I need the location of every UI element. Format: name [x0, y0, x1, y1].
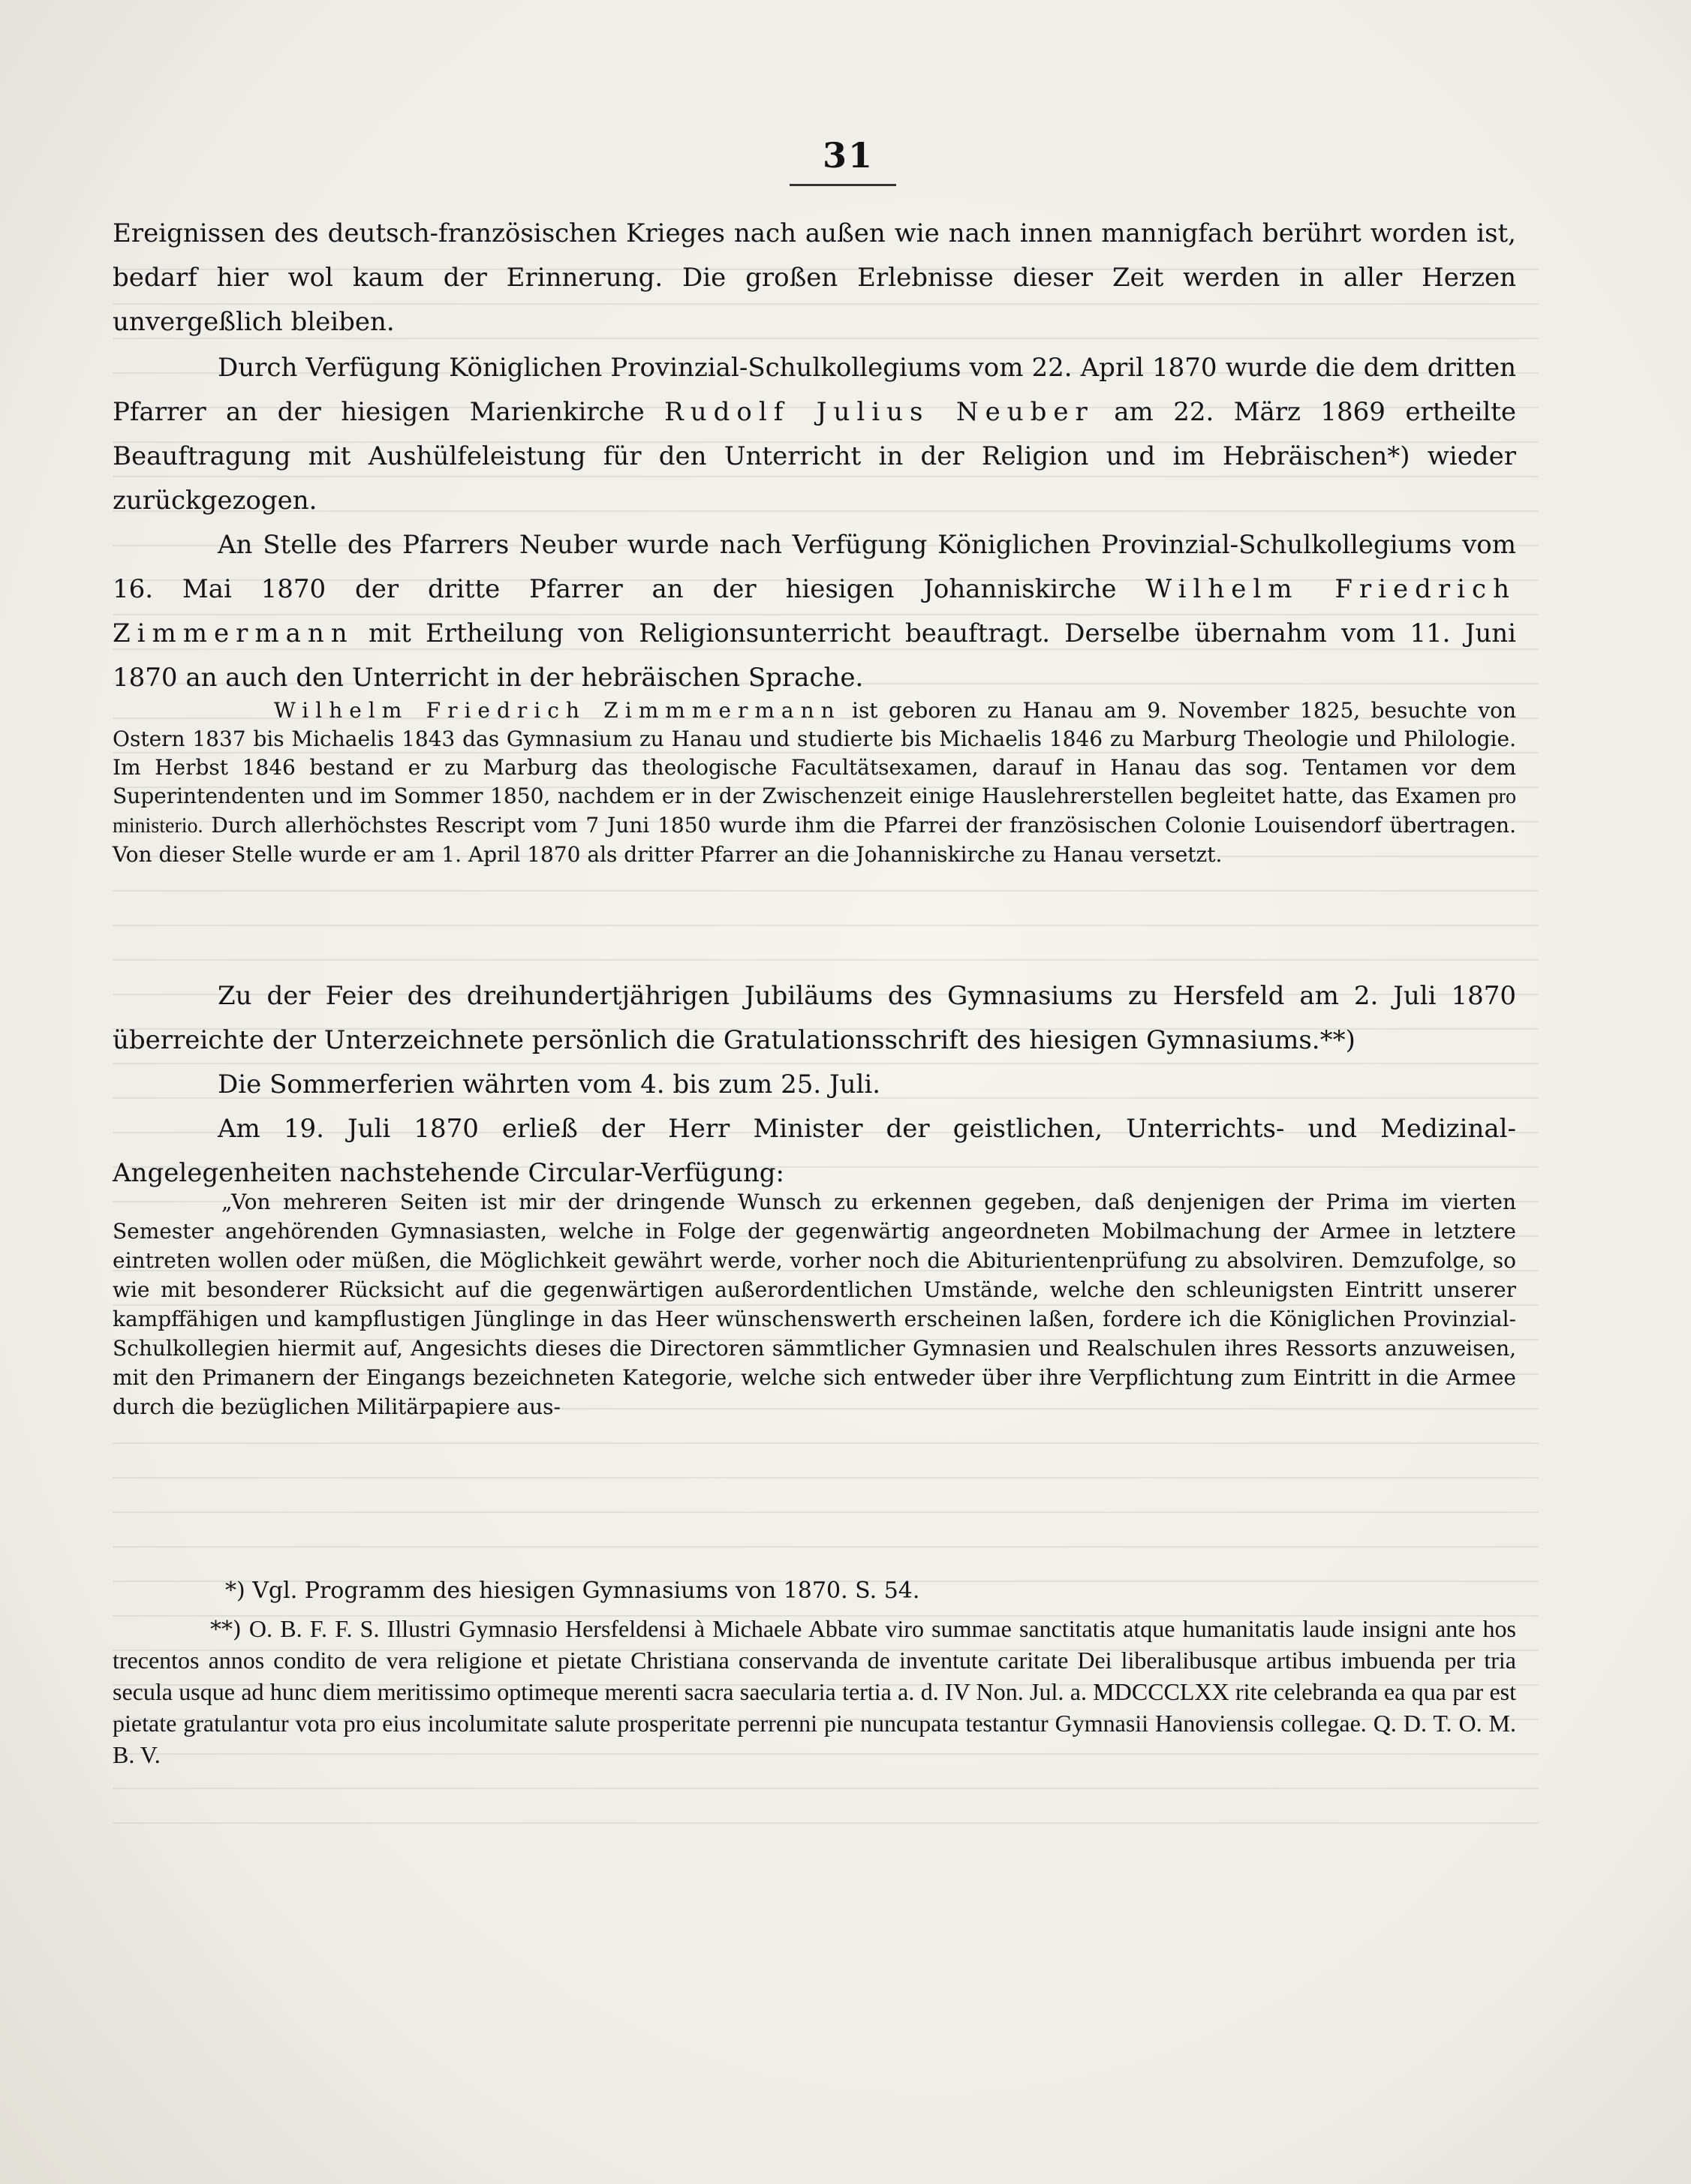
paragraph-text-end: mit Ertheilung von Religionsunterricht beauftragt. Derselbe übernahm vom 11. Juni 1870 an auch den Unterricht in der hebräischen Sprache. — [113, 618, 1516, 693]
paragraph-text: Die Sommerferien währten vom 4. bis zum 25. Juli. — [218, 1069, 881, 1100]
page-number: 31 — [822, 135, 874, 176]
paragraph-summer-holidays — [113, 1063, 1516, 1107]
footnote-2-text — [113, 1614, 1516, 1771]
biography-note — [113, 696, 1516, 869]
paragraph-neuber-withdrawal — [113, 346, 1516, 523]
footnote-1 — [113, 1576, 1516, 1606]
paragraph-text: Zu der Feier des dreihundertjährigen Jubiläums des Gymnasiums zu Hersfeld am 2. Juli 1870 überreichte der Unterzeichnete persönlich die Gratulationsschrift des hiesigen Gymnasiums.**) — [113, 981, 1516, 1055]
paragraph-text: Ereignissen des deutsch-französischen Krieges nach außen wie nach innen mannigfach berührt worden ist, bedarf hier wol kaum der Erinnerung. Die großen Erlebnisse dieser Zeit werden in aller Herzen unvergeßlich bleiben. — [113, 218, 1516, 337]
paragraph-text: Am 19. Juli 1870 erließ der Herr Minister der geistlichen, Unterrichts- und Medizinal-Angelegenheiten nachstehende Circular-Verfügung: — [113, 1114, 1516, 1188]
biography-text — [113, 696, 1516, 869]
biography-latin-phrase: pro ministerio. — [113, 785, 1516, 838]
footnote-2 — [113, 1614, 1516, 1771]
page-number-rule — [790, 184, 896, 186]
footnote-2-marker: **) — [210, 1617, 242, 1643]
person-name-neuber: Rudolf Julius Neuber — [664, 397, 1094, 427]
biography-text-part1: ist geboren zu Hanau am 9. November 1825, besuchte von Ostern 1837 bis Michaelis 1843 das Gymnasium zu Hanau und studierte bis Michaelis 1846 zu Marburg Theologie und Philologie. Im Herbst 1846 bestand er zu Marburg das theologische Facultätsexamen, darauf in Hanau das sog. Tentamen vor dem Superintendenten und im Sommer 1850, nachdem er in der Zwischenzeit einige Hauslehrerstellen begleitet hatte, das Examen — [113, 698, 1516, 808]
footnote-1-text: *) Vgl. Programm des hiesigen Gymnasiums von 1870. S. 54. — [225, 1578, 920, 1604]
circular-quote-text: „Von mehreren Seiten ist mir der dringende Wunsch zu erkennen gegeben, daß denjenigen der Prima im vierten Semester angehörenden Gymnasiasten, welche in Folge der gegenwärtig angeordneten Mobilmachung der Armee in letztere eintreten wollen oder müßen, die Möglichkeit gewährt werde, vorher noch die Abiturientenprüfung zu absolviren. Demzufolge, so wie mit besonderer Rücksicht auf die gegenwärtigen außerordentlichen Umstände, welche den schleunigsten Eintritt unserer kampffähigen und kampflustigen Jünglinge in das Heer wünschenswerth erscheinen laßen, fordere ich die Königlichen Provinzial-Schulkollegien hiermit auf, Angesichts dieses die Directoren sämmtlicher Gymnasien und Realschulen ihres Ressorts anzuweisen, mit den Primanern der Eingangs bezeichneten Kategorie, welche sich entweder über ihre Verpflichtung zum Eintritt in die Armee durch die bezüglichen Militärpapiere aus- — [113, 1190, 1516, 1419]
paragraph-text-start: An Stelle des Pfarrers Neuber wurde nach Verfügung Königlichen Provinzial-Schulkollegiums vom 16. Mai 1870 der dritte Pfarrer an der hiesigen Johanniskirche — [113, 530, 1516, 604]
paragraph-text — [113, 346, 1516, 523]
paragraph-text-start: Durch Verfügung Königlichen Provinzial-Schulkollegiums vom 22. April 1870 wurde die dem dritten Pfarrer an der hiesigen Marienkirche — [113, 353, 1516, 427]
paragraph-circular-intro — [113, 1107, 1516, 1196]
paragraph-hersfeld-jubilee — [113, 974, 1516, 1063]
paragraph-war-events — [113, 212, 1516, 344]
paragraph-text — [113, 523, 1516, 700]
biography-text-part2: Durch allerhöchstes Rescript vom 7 Juni 1850 wurde ihm die Pfarrei der französischen Colonie Louisendorf übertragen. Von dieser Stelle wurde er am 1. April 1870 als dritter Pfarrer an die Johanniskirche zu Hanau versetzt. — [113, 813, 1516, 867]
paragraph-text-end: am 22. März 1869 ertheilte Beauftragung mit Aushülfeleistung für den Unterricht in der Religion und im Hebräischen*) wieder zurückgezogen. — [113, 397, 1516, 516]
footnote-2-latin: O. B. F. F. S. Illustri Gymnasio Hersfeldensi à Michaele Abbate viro summae sanctitatis atque humanitatis laude insigni ante hos trecentos annos condito de vera religione et pietate Christiana conservanda de inventute caritate Dei liberalibusque artibus imbuenda per tria secula usque ad hunc diem meritissimo optimeque merenti sacra saecularia tertia a. d. IV Non. Jul. a. MDCCCLXX rite celebranda ea qua par est pietate gratulantur vota pro eius incolumitate salute prosperitate perrenni pie nuncupata testantur Gymnasii Hanoviensis collegae. Q. D. T. O. M. B. V. — [113, 1615, 1516, 1768]
paragraph-zimmermann-appointment — [113, 523, 1516, 700]
biography-name: Wilhelm Friedrich Zimmmermann — [274, 698, 841, 723]
circular-quote — [113, 1187, 1516, 1421]
person-name-zimmermann: Wilhelm Friedrich Zimmermann — [113, 574, 1516, 648]
